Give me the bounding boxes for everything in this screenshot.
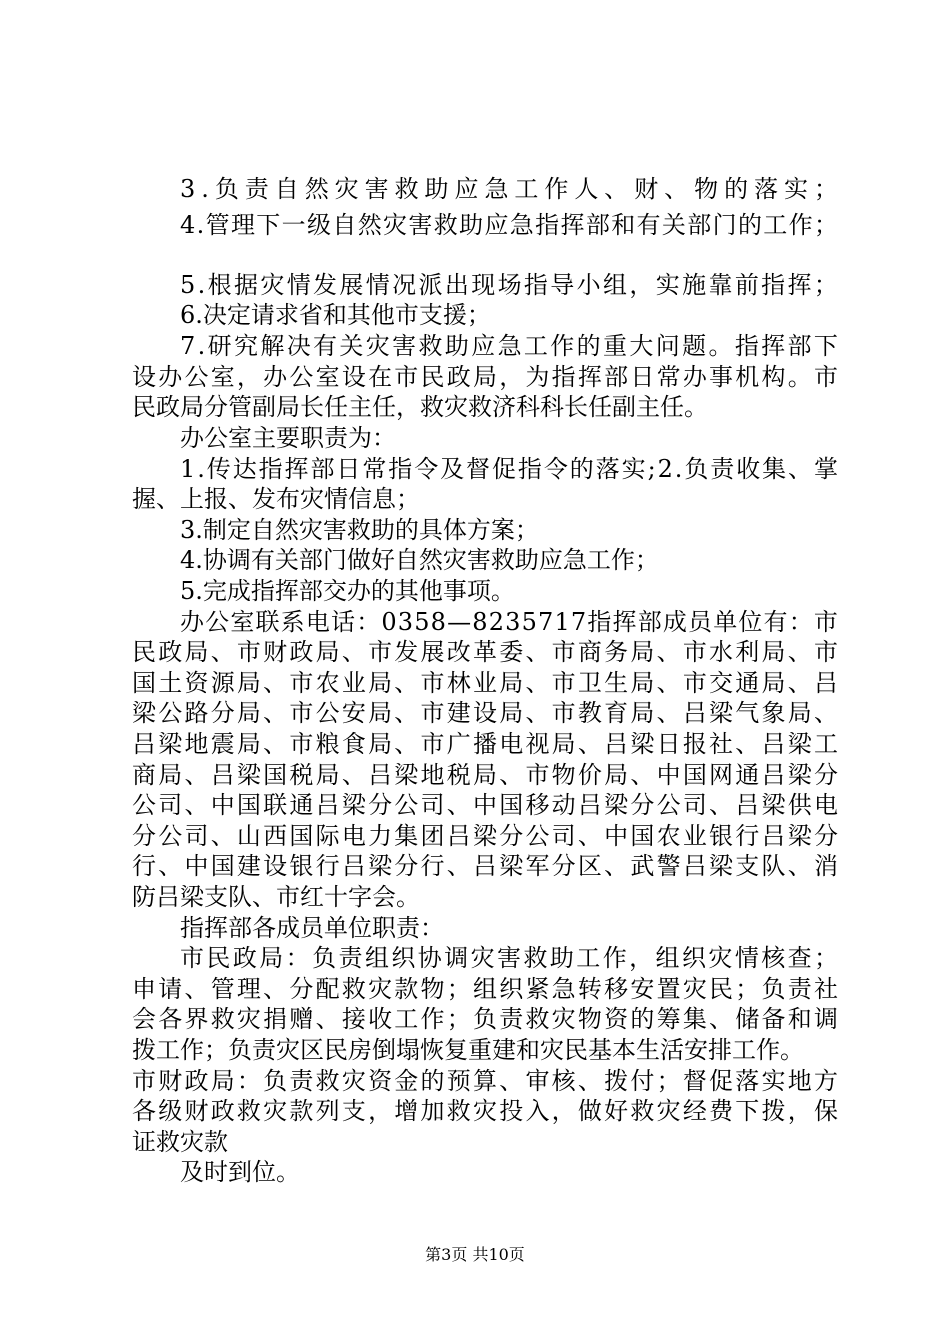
text-line: 商局、吕梁国税局、吕梁地税局、市物价局、中国网通吕梁分: [132, 761, 841, 789]
text-line: 5.根据灾情发展情况派出现场指导小组，实施靠前指挥；: [180, 271, 841, 299]
text-line: 防吕梁支队、市红十字会。: [132, 883, 420, 911]
page-number-footer: 第3页 共10页: [425, 1245, 525, 1264]
text-line: 分公司、山西国际电力集团吕梁分公司、中国农业银行吕梁分: [132, 822, 841, 850]
text-line: 指挥部各成员单位职责：: [180, 914, 444, 942]
text-line: 握、上报、发布灾情信息；: [132, 485, 420, 513]
text-line: 各级财政救灾款列支，增加救灾投入，做好救灾经费下拨，保: [132, 1097, 841, 1125]
text-line: 4.管理下一级自然灾害救助应急指挥部和有关部门的工作；: [180, 211, 840, 239]
text-line: 民政局分管副局长任主任，救灾救济科科长任副主任。: [132, 393, 708, 421]
text-line: 办公室主要职责为：: [180, 424, 396, 452]
text-line: 梁公路分局、市公安局、市建设局、市教育局、吕梁气象局、: [132, 699, 841, 727]
text-line: 吕梁地震局、市粮食局、市广播电视局、吕梁日报社、吕梁工: [132, 730, 841, 758]
text-line: 市财政局：负责救灾资金的预算、审核、拨付；督促落实地方: [132, 1067, 841, 1095]
text-line: 7.研究解决有关灾害救助应急工作的重大问题。指挥部下: [180, 332, 841, 360]
text-line: 设办公室，办公室设在市民政局，为指挥部日常办事机构。市: [132, 363, 841, 391]
text-line: 拨工作；负责灾区民房倒塌恢复重建和灾民基本生活安排工作。: [132, 1036, 804, 1064]
text-line: 民政局、市财政局、市发展改革委、市商务局、市水利局、市: [132, 638, 841, 666]
text-line: 4.协调有关部门做好自然灾害救助应急工作；: [180, 546, 659, 574]
text-line: 办公室联系电话：0358—8235717指挥部成员单位有：市: [180, 608, 840, 636]
text-line: 市民政局：负责组织协调灾害救助工作，组织灾情核查；: [180, 944, 841, 972]
text-line: 行、中国建设银行吕梁分行、吕梁军分区、武警吕梁支队、消: [132, 852, 841, 880]
text-line: 3.制定自然灾害救助的具体方案；: [180, 516, 539, 544]
text-line: 申请、管理、分配救灾款物；组织紧急转移安置灾民；负责社: [132, 975, 841, 1003]
text-line: 5.完成指挥部交办的其他事项。: [180, 577, 515, 605]
text-line: 会各界救灾捐赠、接收工作；负责救灾物资的筹集、储备和调: [132, 1005, 841, 1033]
text-line: 6.决定请求省和其他市支援；: [180, 301, 491, 329]
text-line: 及时到位。: [180, 1158, 300, 1186]
text-line: 证救灾款: [132, 1128, 228, 1156]
text-line: 1.传达指挥部日常指令及督促指令的落实;2.负责收集、掌: [180, 455, 840, 483]
text-line: 国土资源局、市农业局、市林业局、市卫生局、市交通局、吕: [132, 669, 841, 697]
text-line: 公司、中国联通吕梁分公司、中国移动吕梁分公司、吕梁供电: [132, 791, 841, 819]
text-line: 3.负责自然灾害救助应急工作人、财、物的落实；: [180, 175, 844, 203]
